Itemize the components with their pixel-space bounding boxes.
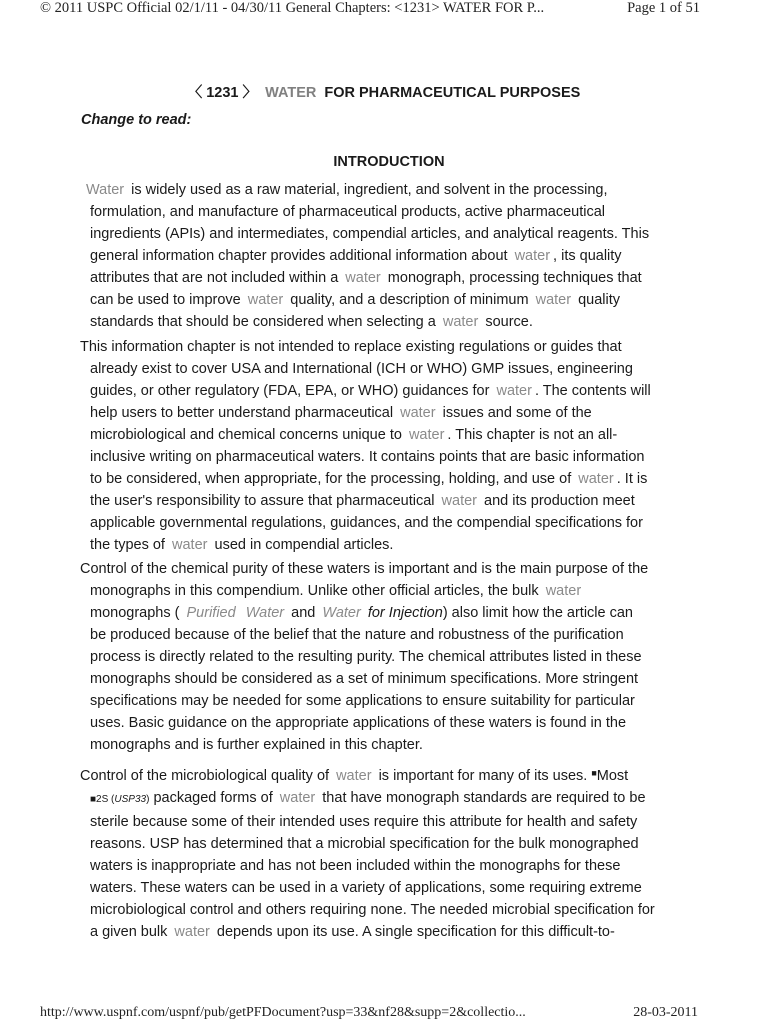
footer-url[interactable]: http://www.uspnf.com/uspnf/pub/getPFDocument?usp=33&nf28&supp=2&collectio... bbox=[40, 1005, 526, 1020]
highlight-word: water bbox=[535, 292, 572, 308]
paragraph-3 bbox=[80, 558, 710, 756]
title-rest: FOR PHARMACEUTICAL PURPOSES bbox=[324, 85, 581, 101]
text-line: microbiological and chemical concerns unique to water . This chapter is not an all- bbox=[90, 427, 618, 443]
text-line: applicable governmental regulations, guidances, and the compendial specifications for bbox=[90, 515, 643, 531]
page-number: Page 1 of 51 bbox=[627, 0, 700, 16]
text-line: Control of the microbiological quality of water is important for many of its uses. ■Most bbox=[80, 768, 629, 784]
text-line: microbiological control and others requiring none. The needed microbial specification for bbox=[90, 902, 655, 918]
highlight-word: water bbox=[408, 427, 445, 443]
highlight-word: water bbox=[400, 405, 436, 421]
highlight-word: water bbox=[247, 292, 284, 308]
text-line: general information chapter provides additional information about water , its quality bbox=[90, 248, 622, 264]
highlight-word: water bbox=[496, 383, 532, 399]
text-line: standards that should be considered when selecting a water source. bbox=[90, 314, 533, 330]
text-line: specifications may be needed for some applications to ensure suitability for particular bbox=[90, 693, 635, 709]
text-line: help users to better understand pharmaceutical water issues and some of the bbox=[90, 405, 592, 421]
change-note: Change to read: bbox=[81, 112, 192, 128]
text-line: ingredients (APIs) and intermediates, compendial articles, and analytical reagents. This bbox=[90, 226, 650, 242]
highlight-word: water bbox=[578, 471, 614, 487]
text-line: formulation, and manufacture of pharmaceutical products, active pharmaceutical bbox=[90, 204, 606, 220]
text-line: can be used to improve water quality, and a description of minimum water quality bbox=[90, 292, 621, 308]
text-line: monographs should be considered as a set of minimum specifications. More stringent bbox=[90, 671, 639, 687]
chapter-number: 〈 1231 〉 bbox=[187, 85, 258, 101]
text-line: monographs and is further explained in this chapter. bbox=[90, 737, 423, 753]
revision-marker: ■2S (USP33) bbox=[90, 794, 150, 805]
highlight-word: water bbox=[336, 768, 372, 784]
highlight-word: water bbox=[441, 493, 477, 509]
page-header bbox=[40, 0, 700, 20]
text-line: monographs in this compendium. Unlike other official articles, the bulk water bbox=[90, 583, 582, 599]
paragraph-2 bbox=[80, 336, 710, 556]
footer-date: 28-03-2011 bbox=[633, 1005, 698, 1020]
text-line: a given bulk water depends upon its use. A single specification for this difficult-to- bbox=[90, 924, 615, 940]
text-line: Water is widely used as a raw material, ingredient, and solvent in the processing, bbox=[86, 182, 608, 198]
text-line: the types of water used in compendial articles. bbox=[90, 537, 394, 553]
chapter-title bbox=[0, 81, 768, 102]
text-line: reasons. USP has determined that a microbial specification for the bulk monographed bbox=[90, 836, 639, 852]
text-line: uses. Basic guidance on the appropriate applications of these waters is found in the bbox=[90, 715, 627, 731]
paragraph-1 bbox=[80, 179, 710, 333]
text-line: inclusive writing on pharmaceutical waters. It contains points that are basic information bbox=[90, 449, 645, 465]
highlight-word: Water bbox=[322, 605, 361, 621]
revision-marker: ■ bbox=[591, 768, 597, 778]
highlight-word: Water bbox=[86, 182, 125, 198]
text-line: process is directly related to the resulting purity. The chemical attributes listed in these bbox=[90, 649, 642, 665]
text-line: ■2S (USP33) packaged forms of water that have monograph standards are required to be bbox=[90, 790, 646, 806]
text-line: Control of the chemical purity of these waters is important and is the main purpose of the bbox=[80, 561, 649, 577]
text-line: sterile because some of their intended uses require this attribute for health and safety bbox=[90, 814, 638, 830]
text-line: the user's responsibility to assure that pharmaceutical water and its production meet bbox=[90, 493, 635, 509]
highlight-word: Purified bbox=[186, 605, 236, 621]
text-line: guides, or other regulatory (FDA, EPA, or WHO) guidances for water . The contents will bbox=[90, 383, 651, 399]
paragraph-4 bbox=[80, 762, 710, 943]
highlight-word: water bbox=[345, 270, 381, 286]
text-line: monographs ( Purified Water and Water for Injection) also limit how the article can bbox=[90, 605, 633, 621]
header-text: © 2011 USPC Official 02/1/11 - 04/30/11 General Chapters: <1231> WATER FOR P... bbox=[40, 0, 545, 16]
highlight-word: Water bbox=[245, 605, 285, 621]
page-footer bbox=[40, 1005, 698, 1021]
text-line: attributes that are not included within a water monograph, processing techniques that bbox=[90, 270, 642, 286]
highlight-word: water bbox=[545, 583, 582, 599]
highlight-word: water bbox=[172, 537, 208, 553]
highlight-word: water bbox=[174, 924, 210, 940]
highlight-word: water bbox=[514, 248, 551, 264]
text-line: to be considered, when appropriate, for the processing, holding, and use of water . It is bbox=[90, 471, 648, 487]
text-line: waters. These waters can be used in a variety of applications, some requiring extreme bbox=[90, 880, 642, 896]
section-heading: INTRODUCTION bbox=[333, 154, 445, 170]
text-line: be produced because of the belief that the nature and robustness of the purification bbox=[90, 627, 624, 643]
highlight-word: water bbox=[442, 314, 479, 330]
text-line: This information chapter is not intended to replace existing regulations or guides that bbox=[80, 339, 622, 355]
title-highlight: WATER bbox=[265, 85, 317, 101]
text-line: already exist to cover USA and International (ICH or WHO) GMP issues, engineering bbox=[90, 361, 633, 377]
text-line: waters is inappropriate and has not been included within the monographs for these bbox=[90, 858, 621, 874]
highlight-word: water bbox=[279, 790, 316, 806]
